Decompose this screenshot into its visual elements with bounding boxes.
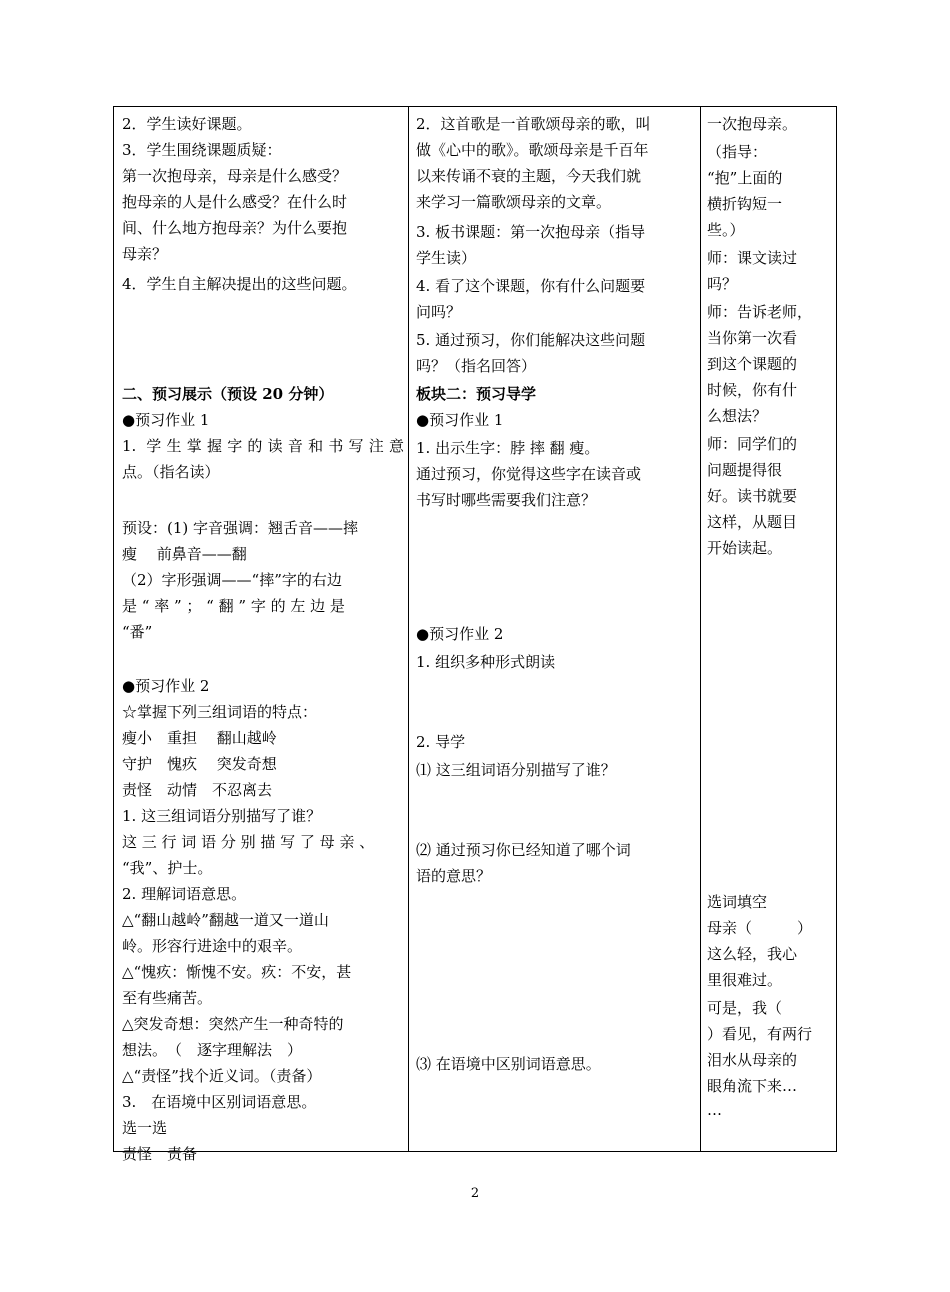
text-line: 4. 看了这个课题，你有什么问题要 <box>416 277 646 295</box>
text-line: 想法。 （ 逐字理解法 ） <box>122 1041 303 1059</box>
text-line: ）看见，有两行 <box>707 1025 813 1043</box>
text-line: 这 三 行 词 语 分 别 描 写 了 母 亲 、 <box>122 833 375 851</box>
text-line: 是 “ 率 ” ； “ 翻 ” 字 的 左 边 是 <box>122 597 345 615</box>
text-line: 第一次抱母亲，母亲是什么感受？ <box>122 167 348 185</box>
text-line: △“翻山越岭”翻越一道又一道山 <box>122 911 329 929</box>
text-line: 3. 在语境中区别词语意思。 <box>122 1093 317 1111</box>
text-line: ●预习作业 2 <box>122 677 210 695</box>
text-line: 1. 组织多种形式朗读 <box>416 653 556 671</box>
text-line: 瘦小 重担 翻山越岭 <box>122 729 277 747</box>
text-line: 选词填空 <box>707 893 768 911</box>
text-line: 瘦 前鼻音——翻 <box>122 545 247 563</box>
text-line: 泪水从母亲的 <box>707 1051 798 1069</box>
text-line: 2. 理解词语意思。 <box>122 885 247 903</box>
text-line: 母亲？ <box>122 245 168 263</box>
text-line: 当你第一次看 <box>707 329 798 347</box>
text-line: 抱母亲的人是什么感受？在什么时 <box>122 193 348 211</box>
text-line: 1. 学生掌握字的读音和书写注意 <box>122 437 404 455</box>
text-line: 里很难过。 <box>707 971 783 989</box>
section-heading: 二、预习展示（预设 20 分钟） <box>122 385 334 403</box>
text-line: 这么轻，我心 <box>707 945 798 963</box>
text-line: 选一选 <box>122 1119 168 1137</box>
text-line: ⑵ 通过预习你已经知道了哪个词 <box>416 841 631 859</box>
text-line: 师：同学们的 <box>707 435 798 453</box>
text-line: △突发奇想：突然产生一种奇特的 <box>122 1015 344 1033</box>
text-line: 预设：(1) 字音强调：翘舌音——摔 <box>122 519 359 537</box>
column-divider <box>700 107 701 1151</box>
text-line: … <box>707 1101 722 1119</box>
text-line: “抱”上面的 <box>707 169 783 187</box>
text-line: 吗？（指名回答） <box>416 357 537 375</box>
text-line: 4．学生自主解决提出的这些问题。 <box>122 275 357 293</box>
fill-blank-line: 母亲（ ） <box>707 919 813 937</box>
text-line: 师：告诉老师， <box>707 303 813 321</box>
text-line: （2）字形强调——“摔”字的右边 <box>122 571 342 589</box>
text-line: 2. 导学 <box>416 733 466 751</box>
text-line: 3．学生围绕课题质疑： <box>122 141 282 159</box>
text-line: △“愧疚：惭愧不安。疚：不安，甚 <box>122 963 352 981</box>
text-line: 些。） <box>707 221 745 239</box>
text-line: △“责怪”找个近义词。（责备） <box>122 1067 322 1085</box>
text-line: 来学习一篇歌颂母亲的文章。 <box>416 193 612 211</box>
text-line: 么想法？ <box>707 407 768 425</box>
text-line: 通过预习，你觉得这些字在读音或 <box>416 465 642 483</box>
text-line: 点。（指名读） <box>122 463 220 481</box>
text-line: 守护 愧疚 突发奇想 <box>122 755 277 773</box>
text-line: “番” <box>122 623 153 641</box>
text-line: 做《心中的歌》。歌颂母亲是千百年 <box>416 141 649 159</box>
text-line: 间、什么地方抱母亲？为什么要抱 <box>122 219 348 237</box>
text-line: 师：课文读过 <box>707 249 798 267</box>
fill-blank-line: 可是，我（ <box>707 999 783 1017</box>
text-line: ☆掌握下列三组词语的特点： <box>122 703 318 721</box>
text-line: ⑴ 这三组词语分别描写了谁？ <box>416 761 616 779</box>
text-line: 至有些痛苦。 <box>122 989 213 1007</box>
text-line: ●预习作业 1 <box>122 411 210 429</box>
text-line: （指导： <box>707 143 768 161</box>
text-line: ⑶ 在语境中区别词语意思。 <box>416 1055 601 1073</box>
text-line: “我”、护士。 <box>122 859 213 877</box>
text-line: 到这个课题的 <box>707 355 798 373</box>
text-line: 开始读起。 <box>707 539 783 557</box>
lesson-plan-table <box>113 106 837 1163</box>
text-line: 语的意思？ <box>416 867 492 885</box>
text-line: 眼角流下来… <box>707 1077 798 1095</box>
text-line: ●预习作业 2 <box>416 625 504 643</box>
text-line: 岭。形容行进途中的艰辛。 <box>122 937 303 955</box>
text-line: 3. 板书课题：第一次抱母亲（指导 <box>416 223 646 241</box>
text-line: 2．学生读好课题。 <box>122 115 252 133</box>
text-line: 以来传诵不衰的主题，今天我们就 <box>416 167 642 185</box>
page-number: 2 <box>470 1186 480 1201</box>
text-line: 吗？ <box>707 275 738 293</box>
text-line: 责怪 动情 不忍离去 <box>122 781 273 799</box>
text-line: 5. 通过预习，你们能解决这些问题 <box>416 331 646 349</box>
text-line: 好。读书就要 <box>707 487 798 505</box>
text-line: 横折钩短一 <box>707 195 783 213</box>
text-line: 学生读） <box>416 249 477 267</box>
text-line: 2．这首歌是一首歌颂母亲的歌，叫 <box>416 115 651 133</box>
text-line: 书写时哪些需要我们注意？ <box>416 491 597 509</box>
text-line: 1. 这三组词语分别描写了谁？ <box>122 807 322 825</box>
text-line: 一次抱母亲。 <box>707 115 798 133</box>
text-line: 1. 出示生字：脖 摔 翻 瘦。 <box>416 439 600 457</box>
text-line: ●预习作业 1 <box>416 411 504 429</box>
text-line: 时候，你有什 <box>707 381 798 399</box>
text-line: 问吗？ <box>416 303 462 321</box>
section-heading: 板块二：预习导学 <box>416 385 537 403</box>
column-divider <box>408 107 409 1151</box>
text-line: 责怪 责备 <box>122 1145 198 1163</box>
text-line: 问题提得很 <box>707 461 783 479</box>
text-line: 这样，从题目 <box>707 513 798 531</box>
